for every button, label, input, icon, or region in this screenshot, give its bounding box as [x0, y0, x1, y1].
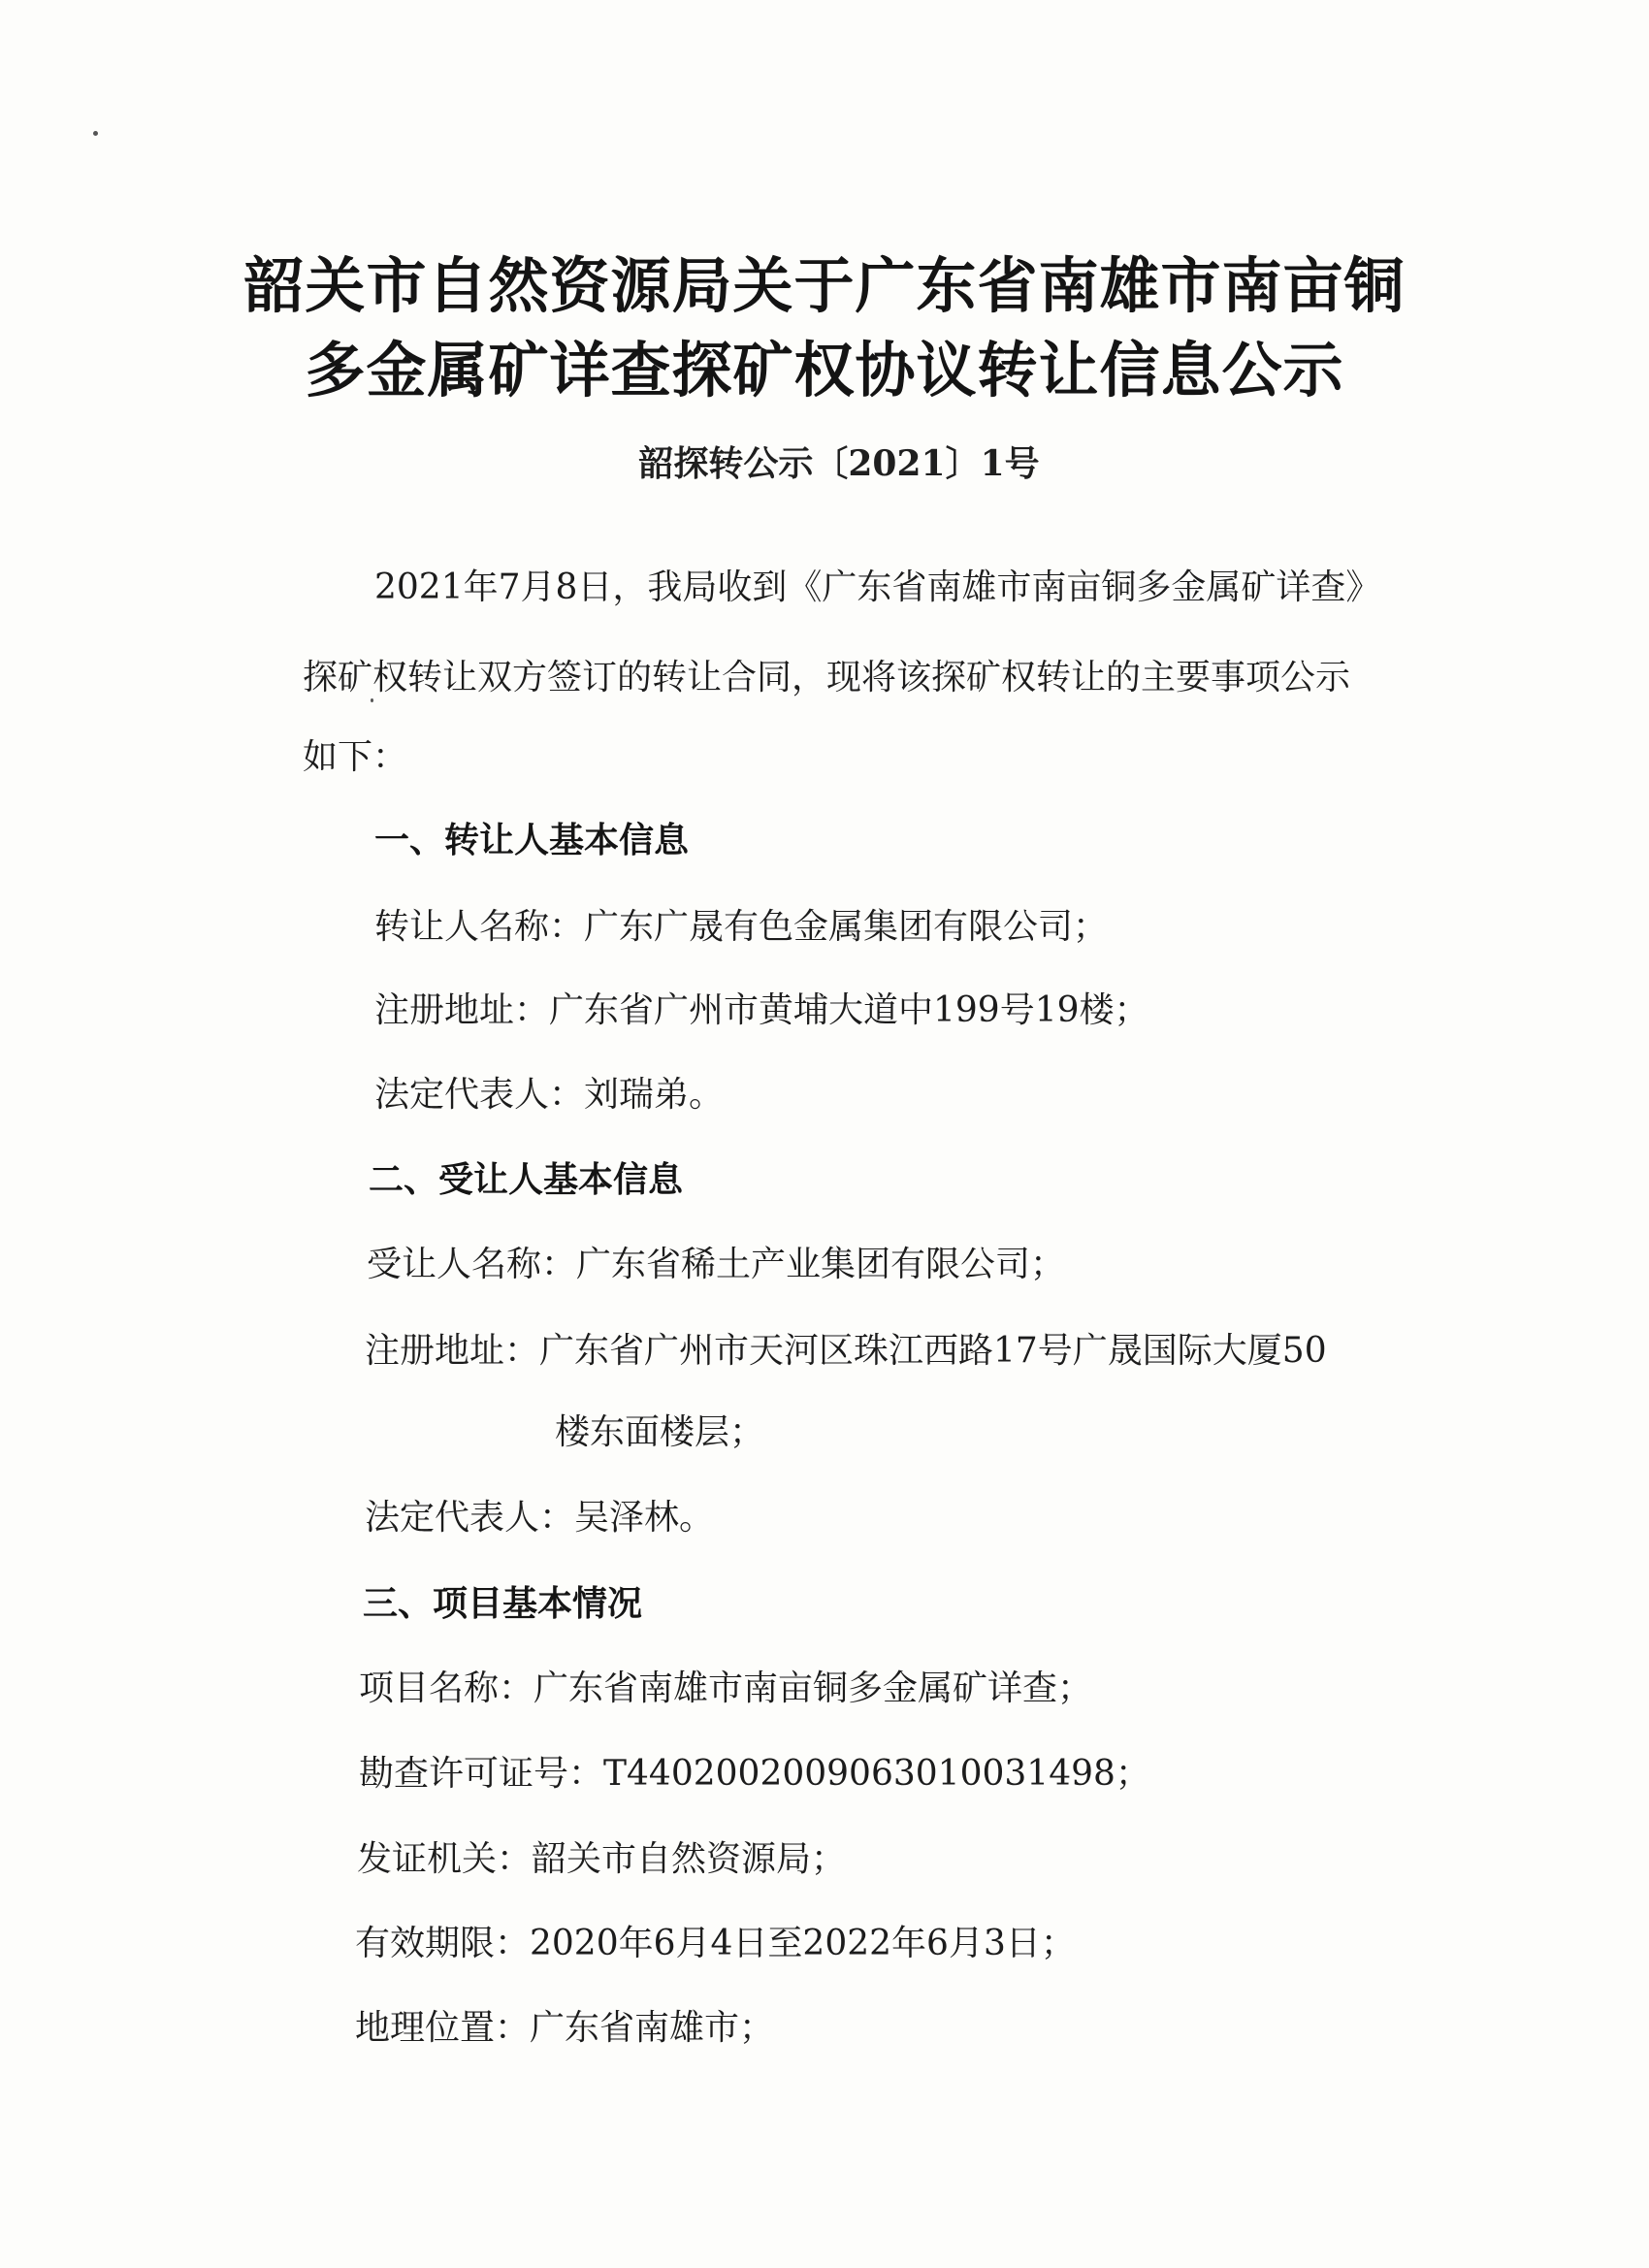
issuing-authority: 发证机关：韶关市自然资源局；: [357, 1839, 847, 1879]
geographic-location: 地理位置：广东省南雄市；: [355, 2008, 775, 2048]
transferor-representative: 法定代表人：刘瑞弟。: [374, 1075, 725, 1115]
license-number: 勘查许可证号：T4402002009063010031498；: [359, 1754, 1150, 1794]
scan-speck: [93, 131, 98, 136]
section1-heading: 一、转让人基本信息: [374, 820, 690, 860]
transferee-representative: 法定代表人：吴泽林。: [365, 1498, 715, 1538]
validity-period: 有效期限：2020年6月4日至2022年6月3日；: [355, 1924, 1076, 1963]
intro-line-1: 2021年7月8日，我局收到《广东省南雄市南亩铜多金属矿详查》: [374, 567, 1381, 607]
title-line-2: 多金属矿详查探矿权协议转让信息公示: [305, 335, 1344, 405]
scan-speck: [371, 698, 373, 702]
transferor-name: 转让人名称：广东广晟有色金属集团有限公司；: [374, 907, 1109, 947]
section2-heading: 二、受让人基本信息: [369, 1159, 684, 1200]
project-name: 项目名称：广东省南雄市南亩铜多金属矿详查；: [359, 1669, 1093, 1708]
section3-heading: 三、项目基本情况: [363, 1583, 643, 1624]
transferee-name: 受让人名称：广东省稀土产业集团有限公司；: [367, 1245, 1066, 1284]
transferee-address-line-1: 注册地址：广东省广州市天河区珠江西路17号广晟国际大厦50: [365, 1331, 1327, 1371]
intro-line-2: 探矿权转让双方签订的转让合同，现将该探矿权转让的主要事项公示: [303, 658, 1351, 697]
document-number: 韶探转公示〔2021〕1号: [638, 443, 1040, 484]
transferee-address-line-2: 楼东面楼层；: [555, 1412, 765, 1452]
title-line-1: 韶关市自然资源局关于广东省南雄市南亩铜: [243, 250, 1406, 321]
intro-line-3: 如下：: [303, 737, 408, 777]
transferor-address: 注册地址：广东省广州市黄埔大道中199号19楼；: [374, 990, 1149, 1030]
